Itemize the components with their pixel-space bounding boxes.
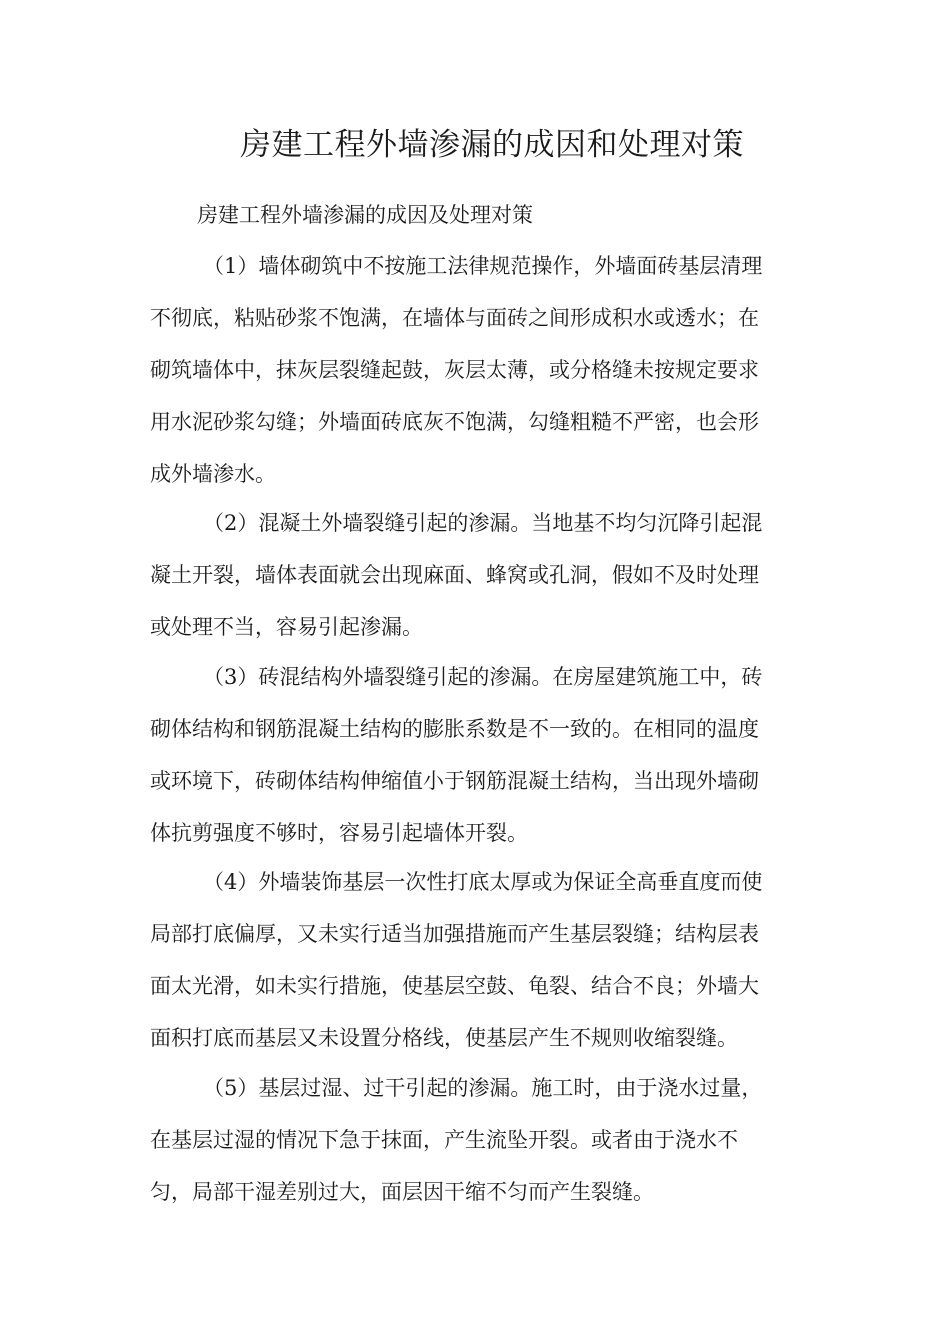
paragraph-line: 不彻底，粘贴砂浆不饱满，在墙体与面砖之间形成积水或透水；在 [150, 306, 759, 330]
paragraph-line: 体抗剪强度不够时，容易引起墙体开裂。 [150, 821, 528, 845]
paragraph-line: 砌体结构和钢筋混凝土结构的膨胀系数是不一致的。在相同的温度 [150, 717, 759, 741]
paragraph-line: 或处理不当，容易引起渗漏。 [150, 615, 423, 639]
paragraph-4 [150, 867, 800, 1075]
document-title: 房建工程外墙渗漏的成因和处理对策 [240, 127, 744, 163]
paragraph-line: 在基层过湿的情况下急于抹面，产生流坠开裂。或者由于浇水不 [150, 1128, 738, 1152]
paragraph-line: 局部打底偏厚，又未实行适当加强措施而产生基层裂缝；结构层表 [150, 922, 759, 946]
paragraph-line: 面太光滑，如未实行措施，使基层空鼓、龟裂、结合不良；外墙大 [150, 974, 759, 998]
paragraph-line: （5）基层过湿、过干引起的渗漏。施工时，由于浇水过量， [203, 1076, 763, 1100]
paragraph-line: （4）外墙装饰基层一次性打底太厚或为保证全高垂直度而使 [203, 870, 763, 894]
paragraph-line: 凝土开裂，墙体表面就会出现麻面、蜂窝或孔洞，假如不及时处理 [150, 563, 759, 587]
paragraph-line: 匀，局部干湿差别过大，面层因干缩不匀而产生裂缝。 [150, 1180, 654, 1204]
paragraph-line: （1）墙体砌筑中不按施工法律规范操作，外墙面砖基层清理 [203, 254, 763, 278]
paragraph-line: 用水泥砂浆勾缝；外墙面砖底灰不饱满，勾缝粗糙不严密，也会形 [150, 410, 759, 434]
paragraph-line: 面积打底而基层又未设置分格线，使基层产生不规则收缩裂缝。 [150, 1026, 738, 1050]
paragraph-line: （3）砖混结构外墙裂缝引起的渗漏。在房屋建筑施工中，砖 [203, 665, 763, 689]
paragraph-5 [150, 1073, 800, 1229]
paragraph-line: （2）混凝土外墙裂缝引起的渗漏。当地基不均匀沉降引起混 [203, 511, 763, 535]
paragraph-line: 或环境下，砖砌体结构伸缩值小于钢筋混凝土结构，当出现外墙砌 [150, 769, 759, 793]
paragraph-2 [150, 508, 800, 664]
paragraph-1 [150, 251, 800, 511]
document-subtitle: 房建工程外墙渗漏的成因及处理对策 [197, 203, 533, 227]
paragraph-3 [150, 662, 800, 870]
paragraph-line: 成外墙渗水。 [150, 462, 276, 486]
paragraph-line: 砌筑墙体中，抹灰层裂缝起鼓，灰层太薄，或分格缝未按规定要求 [150, 358, 759, 382]
